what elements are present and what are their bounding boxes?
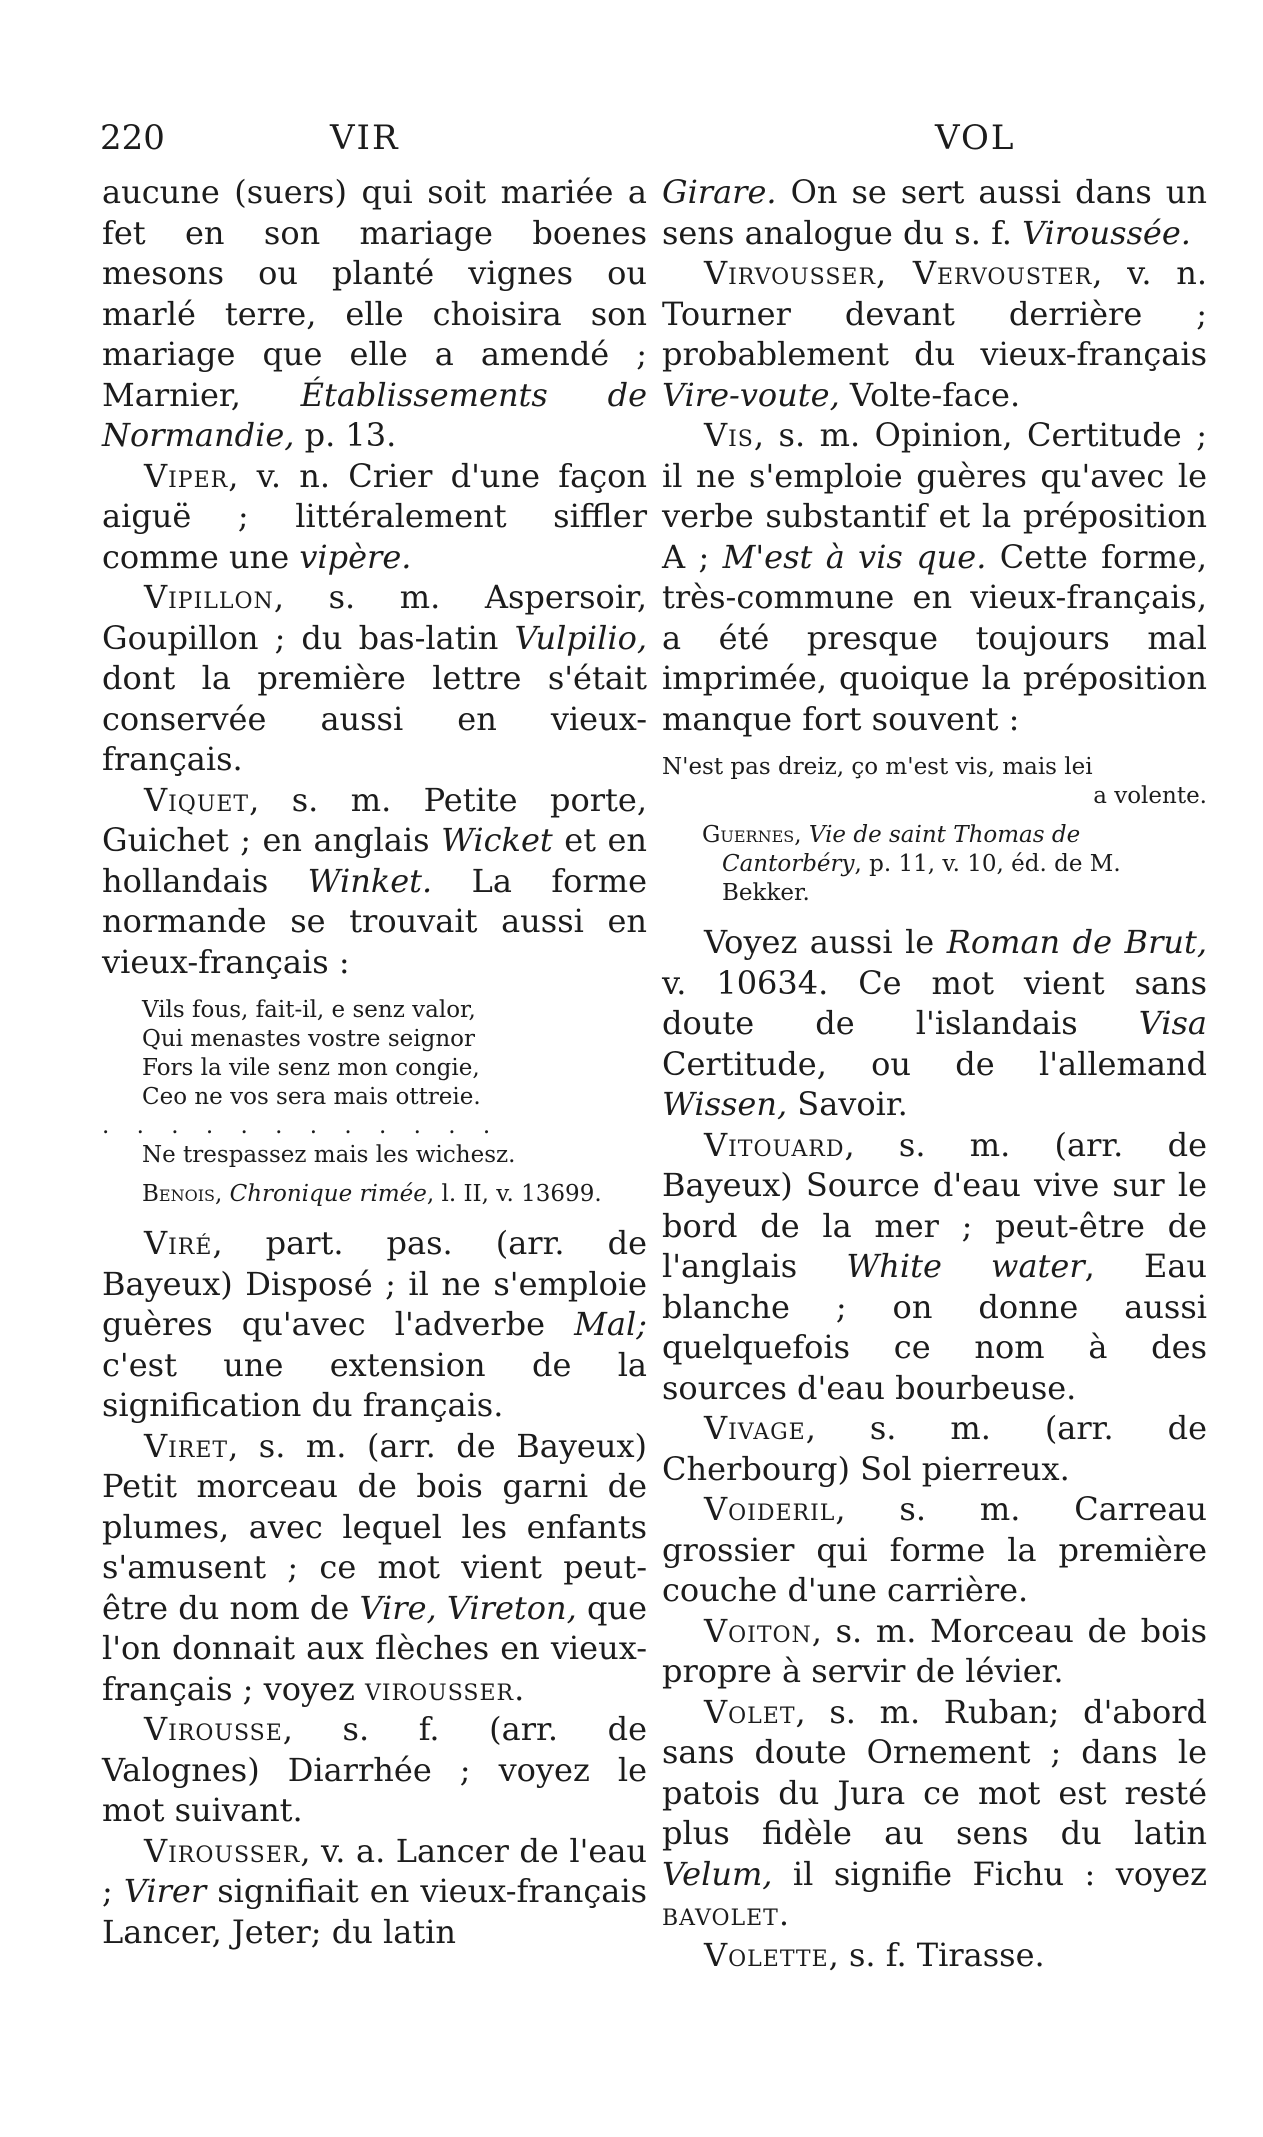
left-column xyxy=(102,172,647,1952)
right-keyword: VOL xyxy=(935,118,1016,158)
entry-viquet: Viquet, s. m. Petite porte, Guichet ; en anglais Wicket et en hollandais Winket. La forme normande se trouvait aussi en vieux-français : xyxy=(102,780,648,981)
entry-voyez: Voyez aussi le Roman de Brut, v. 10634. Ce mot vient sans doute de l'islandais Visa Certitude, ou de l'allemand Wissen, Savoir. xyxy=(662,923,1208,1123)
entry-vipillon: Vipillon, s. m. Aspersoir, Goupillon ; du bas-latin Vulpilio, dont la première lettre s'était conservée aussi en vieux-français. xyxy=(102,578,647,778)
verse-quote: Vils fous, fait-il, e senz valor, Qui menastes vostre seignor Fors la vile senz mon congie, Ceo ne vos sera mais ottreie. . . . . . . . . . . . . Ne trespassez mais les wichesz. xyxy=(102,997,516,1168)
entry-volette: Volette, s. f. Tirasse. xyxy=(704,1935,1045,1974)
entry-virvousser: Virvousser, Vervouster, v. n. Tourner devant derrière ; probablement du vieux-français Vire-voute, Volte-face. xyxy=(662,254,1208,414)
entry-virousse: Virousse, s. f. (arr. de Valognes) Diarrhée ; voyez le mot suivant. xyxy=(102,1710,647,1829)
page-number: 220 xyxy=(100,118,165,158)
entry-viper: Viper, v. n. Crier d'une façon aiguë ; littéralement siffler comme une vipère. xyxy=(102,456,647,576)
entry-virousser: Virousser, v. a. Lancer de l'eau ; Virer signifiait en vieux-français Lancer, Jeter; du latin xyxy=(102,1831,648,1951)
entry-vivage: Vivage, s. m. (arr. de Cherbourg) Sol pierreux. xyxy=(662,1409,1207,1488)
entry-voiton: Voiton, s. m. Morceau de bois propre à servir de lévier. xyxy=(662,1611,1207,1690)
entry-vire: Viré, part. pas. (arr. de Bayeux) Disposé ; il ne s'emploie guères qu'avec l'adverbe Mal; c'est une extension de la signification du français. xyxy=(102,1224,647,1424)
entry-volet: Volet, s. m. Ruban; d'abord sans doute Ornement ; dans le patois du Jura ce mot est resté plus fidèle au sens du latin Velum, il signifie Fichu : voyez bavolet. xyxy=(662,1692,1207,1933)
entry-voideril: Voideril, s. m. Carreau grossier qui forme la première couche d'une carrière. xyxy=(662,1490,1207,1609)
quote-source: Guernes, Vie de saint Thomas de Cantorbéry, p. 11, v. 10, éd. de M. Bekker. xyxy=(702,822,1121,906)
entry-continuation: aucune (suers) qui soit mariée a fet en son mariage boenes mesons ou planté vignes ou marlé terre, elle choisira son mariage que elle a amendé ; Marnier, Établissements de Normandie, p. 13. xyxy=(102,173,647,454)
quote-source: Benois, Chronique rimée, l. II, v. 13699. xyxy=(142,1181,602,1207)
entry-vis: Vis, s. m. Opinion, Certitude ; il ne s'emploie guères qu'avec le verbe substantif et la préposition A ; M'est à vis que. Cette forme, très-commune en vieux-français, a été presque toujours mal imprimée, quoique la préposition manque fort souvent : xyxy=(662,416,1208,738)
entry-continuation: Girare. On se sert aussi dans un sens analogue du s. f. Viroussée. xyxy=(662,173,1207,252)
entry-vitouard: Vitouard, s. m. (arr. de Bayeux) Source d'eau vive sur le bord de la mer ; peut-être de l'anglais White water, Eau blanche ; on donne aussi quelquefois ce nom à des sources d'eau bourbeuse. xyxy=(662,1125,1207,1407)
left-keyword: VIR xyxy=(330,118,400,158)
running-header xyxy=(0,118,1263,158)
right-column xyxy=(662,172,1207,1975)
verse-quote: N'est pas dreiz, ço m'est vis, mais lei a volente. xyxy=(662,754,1207,809)
entry-viret: Viret, s. m. (arr. de Bayeux) Petit morceau de bois garni de plumes, avec lequel les enfants s'amusent ; ce mot vient peut-être du nom de Vire, Vireton, que l'on donnait aux flèches en vieux-français ; voyez virousser. xyxy=(102,1426,648,1708)
